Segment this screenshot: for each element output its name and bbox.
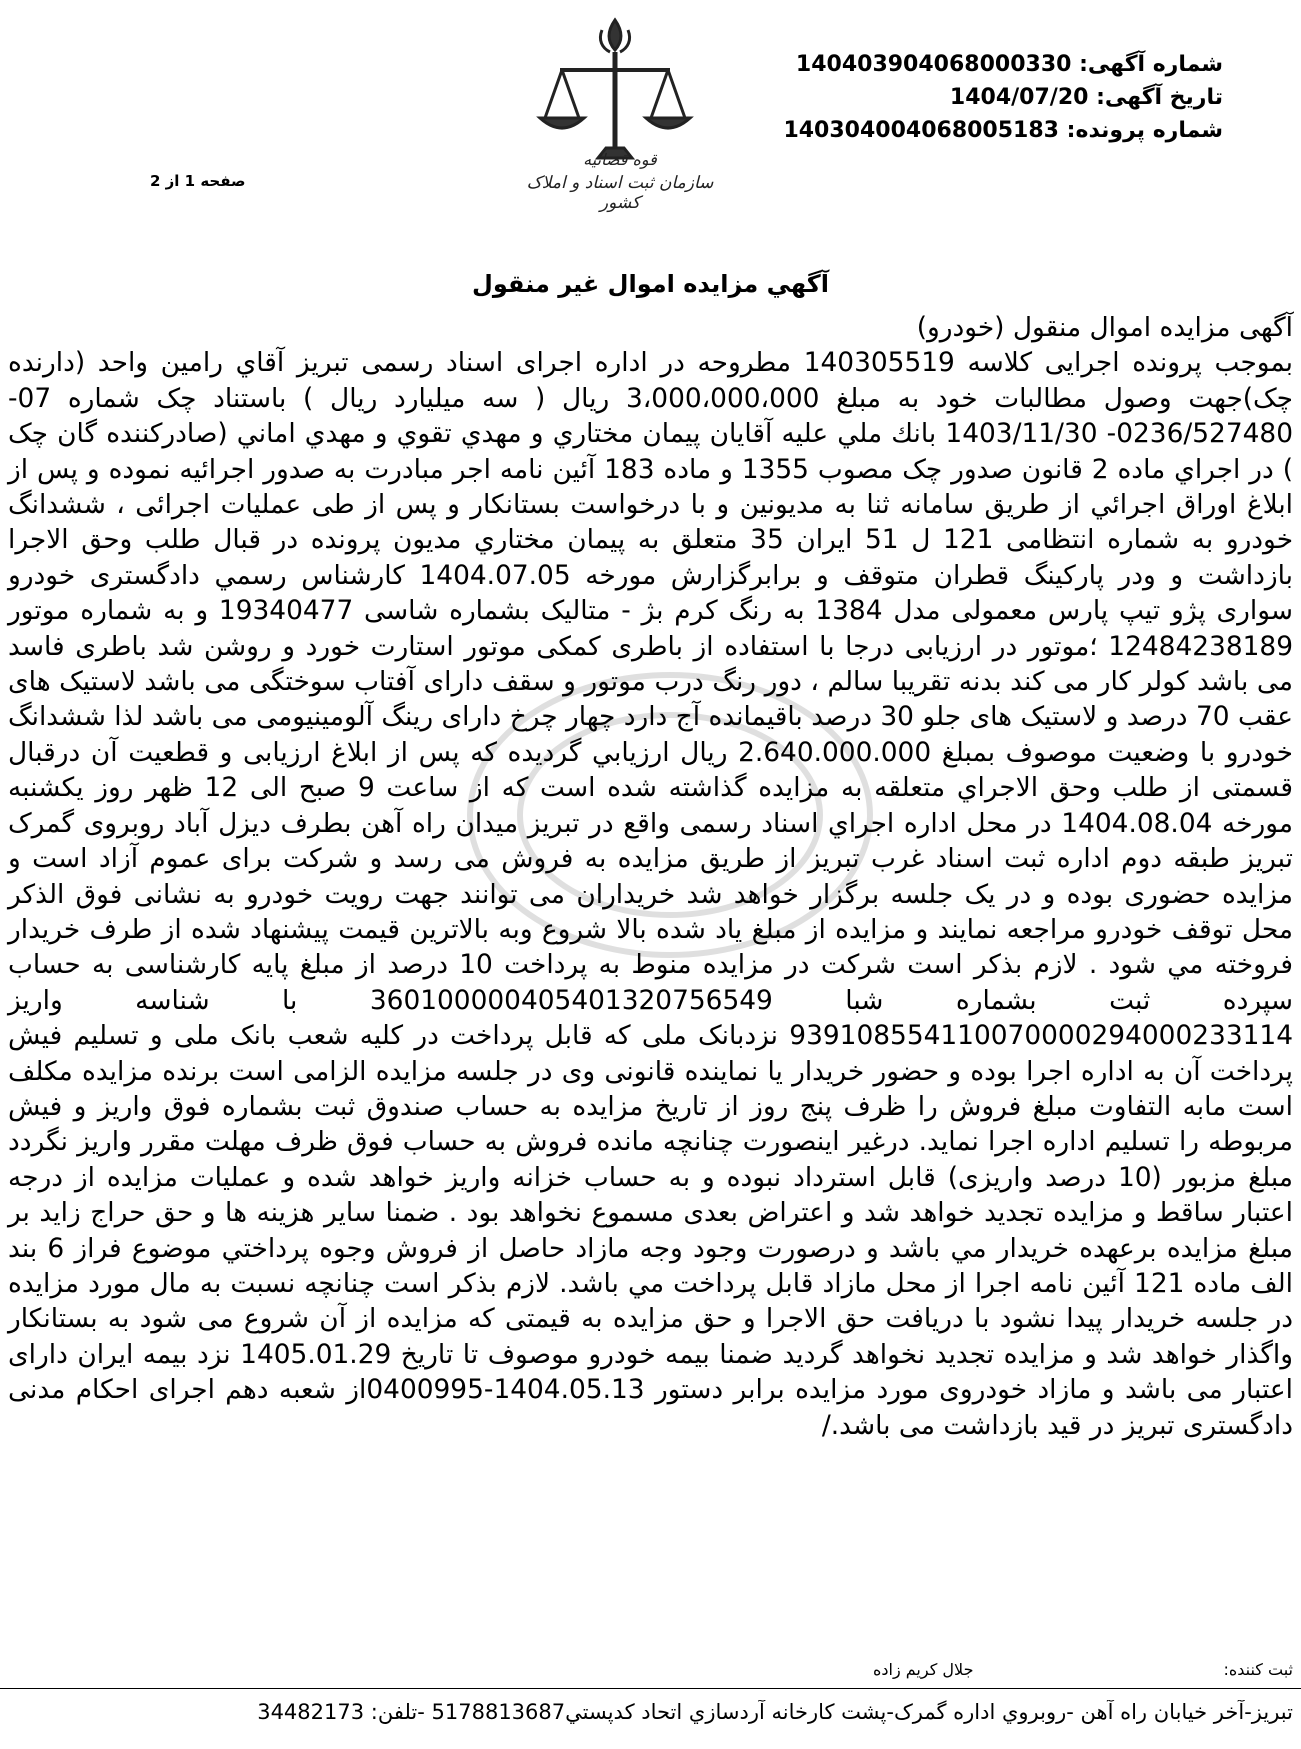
emblem-caption-line1: قوه قضائیه (583, 150, 657, 169)
case-number-label: شماره پرونده: (1066, 118, 1223, 143)
signer-row (873, 1660, 1293, 1679)
emblem-caption-line2: سازمان ثبت اسناد و املاک کشور (526, 173, 714, 213)
notice-number: 140403904068000330 (795, 52, 1072, 77)
notice-date-row (783, 81, 1223, 114)
emblem-caption (520, 150, 720, 213)
footer-address: تبریز-آخر خیابان راه آهن -روبروي اداره گمرک-پشت كارخانه آردسازي اتحاد كدپستي5178813687 -تلفن: 34482173 (257, 1700, 1293, 1724)
body-paragraph: بموجب پرونده اجرایی کلاسه 140305519 مطروحه در اداره اجرای اسناد رسمی تبریز آقاي رامين واحد (دارنده چک)جهت وصول مطالبات خود به مبلغ 3،000،000،000 ریال ( سه میلیارد ریال ) باستناد چک شماره 07-0236/527480- 1403/11/30 بانك ملي عليه آقايان پيمان مختاري و مهدي تقوي و مهدي اماني (صادرکننده گان چک ) در اجراي ماده 2 قانون صدور چک مصوب 1355 و ماده 183 آئین نامه اجر مبادرت به صدور اجرائیه نموده و پس از ابلاغ اوراق اجرائي از طريق سامانه ثنا به مديونين و با درخواست بستانكار و پس از طی عملیات اجرائی ، ششدانگ خودرو به شماره انتظامی 121 ل 51 ایران 35 متعلق به پیمان مختاري مدیون پرونده در قبال طلب وحق الاجرا بازداشت و ودر پارکینگ قطران متوقف و برابرگزارش مورخه 1404.07.05 كارشناس رسمي دادگستری خودرو سواری پژو تیپ پارس معمولی مدل 1384 به رنگ کرم بژ - متالیک بشماره شاسی 19340477 و به شماره موتور 12484238189 ؛موتور در ارزیابی درجا با استفاده از باطری کمکی موتور استارت خورد و روشن شد باطری فاسد می باشد کولر کار می کند بدنه تقریبا سالم ، دور رنگ درب موتور و سقف دارای آفتاب سوختگی می باشد لاستیک های عقب 70 درصد و لاستیک های جلو 30 درصد باقیمانده آج دارد چهار چرخ دارای رینگ آلومینیومی می باشد لذا ششدانگ خودرو با وضعیت موصوف بمبلغ 2.640.000.000 ریال ارزيابي گرديده كه پس از ابلاغ ارزیابی و قطعیت آن درقبال قسمتی از طلب وحق الاجراي متعلقه به مزايده گذاشته شده است كه از ساعت 9 صبح الی 12 ظهر روز یکشنبه مورخه 1404.08.04 در محل اداره اجراي اسناد رسمی واقع در تبریز میدان راه آهن بطرف دیزل آباد روبروی گمرک تبریز طبقه دوم اداره ثبت اسناد غرب تبریز از طریق مزایده به فروش می رسد و شرکت برای عموم آزاد است و مزایده حضوری بوده و در یک جلسه برگزار خواهد شد خریداران می توانند جهت رویت خودرو به نشانی فوق الذکر محل توقف خودرو مراجعه نمایند و مزایده از مبلغ یاد شده بالا شروع وبه بالاترين قيمت پيشنهاد شده از طرف خريدار فروخته مي شود . لازم بذكر است شرکت در مزایده منوط به پرداخت 10 درصد از مبلغ پایه کارشناسی به حساب سپرده ثبت بشماره شبا 360100000405401320756549 با شناسه واریز 939108554110070000294000233114 نزدبانک ملی که قابل پرداخت در کلیه شعب بانک ملی و تسلیم فیش پرداخت آن به اداره اجرا بوده و حضور خریدار یا نماینده قانونی وی در جلسه مزایده الزامی است برنده مزایده مکلف است مابه التفاوت مبلغ فروش را ظرف پنج روز از تاریخ مزایده به حساب صندوق ثبت بشماره فوق واریز و فیش مربوطه را تسلیم اداره اجرا نماید. درغیر اینصورت چنانچه مانده فروش به حساب فوق ظرف مهلت مقرر واریز نگردد مبلغ مزبور (10 درصد واریزی) قابل استرداد نبوده و به حساب خزانه واریز خواهد شده و عملیات مزایده از درجه اعتبار ساقط و مزایده تجدید خواهد شد و اعتراض بعدی مسموع نخواهد بود . ضمنا ساير هزينه ها و حق حراج زايد بر مبلغ مزايده برعهده خريدار مي باشد و درصورت وجود وجه مازاد حاصل از فروش وجوه پرداختي موضوع فراز 6 بند الف ماده 121 آئین نامه اجرا از محل مازاد قابل پرداخت مي باشد. لازم بذكر است چنانچه نسبت به مال مورد مزایده در جلسه خریدار پیدا نشود با دریافت حق الاجرا و حق مزایده به قیمتی كه مزایده از آن شروع می شود به بستانكار واگذار خواهد شد و مزایده تجدید نخواهد گردید ضمنا بیمه خودرو موصوف تا تاریخ 1405.01.29 نزد بیمه ایران دارای اعتبار می باشد و مازاد خودروی مورد مزایده برابر دستور 1404.05.13-0400995از شعبه دهم اجرای احکام مدنی دادگستری تبریز در قید بازداشت می باشد./ (8, 347, 1294, 1441)
body-heading: آگهی مزایده اموال منقول (خودرو) (916, 312, 1293, 343)
notice-meta (783, 48, 1223, 147)
signer-label: ثبت کننده: (1223, 1660, 1293, 1679)
notice-date: 1404/07/20 (949, 85, 1089, 110)
notice-number-row (783, 48, 1223, 81)
case-number-row (783, 114, 1223, 147)
notice-date-label: تاریخ آگهی: (1096, 85, 1223, 110)
page-count: صفحه 1 از 2 (150, 172, 246, 190)
document-title: آگهي مزايده اموال غير منقول (472, 270, 829, 298)
footer-divider (0, 1688, 1301, 1689)
notice-number-label: شماره آگهی: (1079, 52, 1223, 77)
notice-body (8, 310, 1293, 1443)
signer-name: جلال کریم زاده (873, 1660, 974, 1679)
case-number: 140304004068005183 (783, 118, 1059, 143)
